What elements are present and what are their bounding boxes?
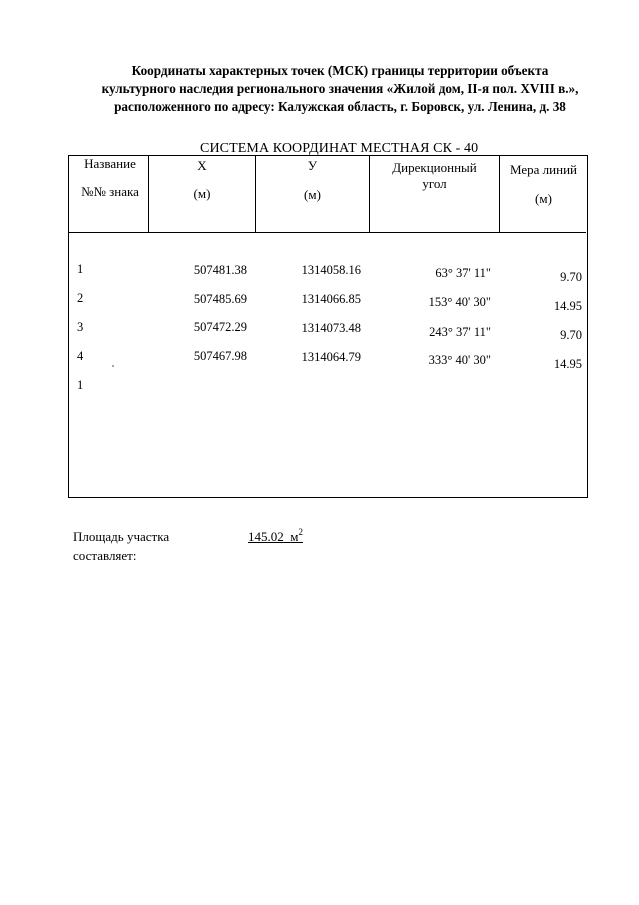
header-length: Мера линий [510, 162, 577, 177]
row-point-name: 1 [77, 378, 84, 392]
coordinate-system-label: СИСТЕМА КООРДИНАТ МЕСТНАЯ СК - 40 [200, 141, 479, 156]
document-title [60, 62, 620, 116]
row-x: 507481.38 [193, 263, 247, 277]
row-angle: 243° 37' 11" [429, 325, 491, 339]
title-line: Координаты характерных точек (МСК) границы территории объекта [131, 63, 549, 78]
row-y: 1314064.79 [301, 350, 361, 364]
header-x: X [197, 158, 207, 173]
row-angle: 333° 40' 30" [428, 353, 491, 367]
header-name-sub: №№ знака [81, 184, 139, 199]
title-line: культурного наследия регионального значения «Жилой дом, II-я пол. XVIII в.», [101, 81, 579, 96]
row-point-name: 3 [77, 320, 84, 334]
row-y: 1314066.85 [301, 292, 361, 306]
area-value [248, 527, 303, 545]
row-length: 9.70 [560, 270, 582, 284]
row-point-name: 2 [77, 291, 84, 305]
row-length: 14.95 [553, 357, 582, 371]
header-divider [68, 232, 586, 233]
area-label [73, 527, 169, 565]
area-unit: м [290, 529, 299, 544]
row-point-name: 4 [77, 349, 84, 363]
area-label-line: Площадь участка [73, 529, 170, 544]
header-y-unit: (м) [304, 187, 321, 202]
scan-speck [112, 365, 114, 367]
header-y: У [307, 158, 318, 173]
area-label-line: составляет: [73, 548, 137, 563]
header-angle: Дирекционный [392, 160, 477, 175]
row-point-name: 1 [77, 262, 84, 276]
header-angle-sub: угол [422, 176, 447, 191]
row-length: 9.70 [560, 328, 582, 342]
row-angle: 63° 37' 11" [435, 266, 491, 280]
header-name: Название [84, 156, 136, 171]
area-unit-power: 2 [298, 527, 303, 537]
row-y: 1314073.48 [301, 321, 361, 335]
header-x-unit: (м) [193, 186, 211, 201]
title-line: расположенного по адресу: Калужская область, г. Боровск, ул. Ленина, д. 38 [114, 99, 566, 114]
row-x: 507472.29 [193, 320, 247, 334]
header-length-unit: (м) [535, 191, 552, 206]
area-number: 145.02 [248, 529, 284, 544]
row-y: 1314058.16 [301, 263, 361, 277]
row-length: 14.95 [553, 299, 582, 313]
row-angle: 153° 40' 30" [428, 295, 491, 309]
row-x: 507467.98 [193, 349, 247, 363]
row-x: 507485.69 [193, 292, 247, 306]
